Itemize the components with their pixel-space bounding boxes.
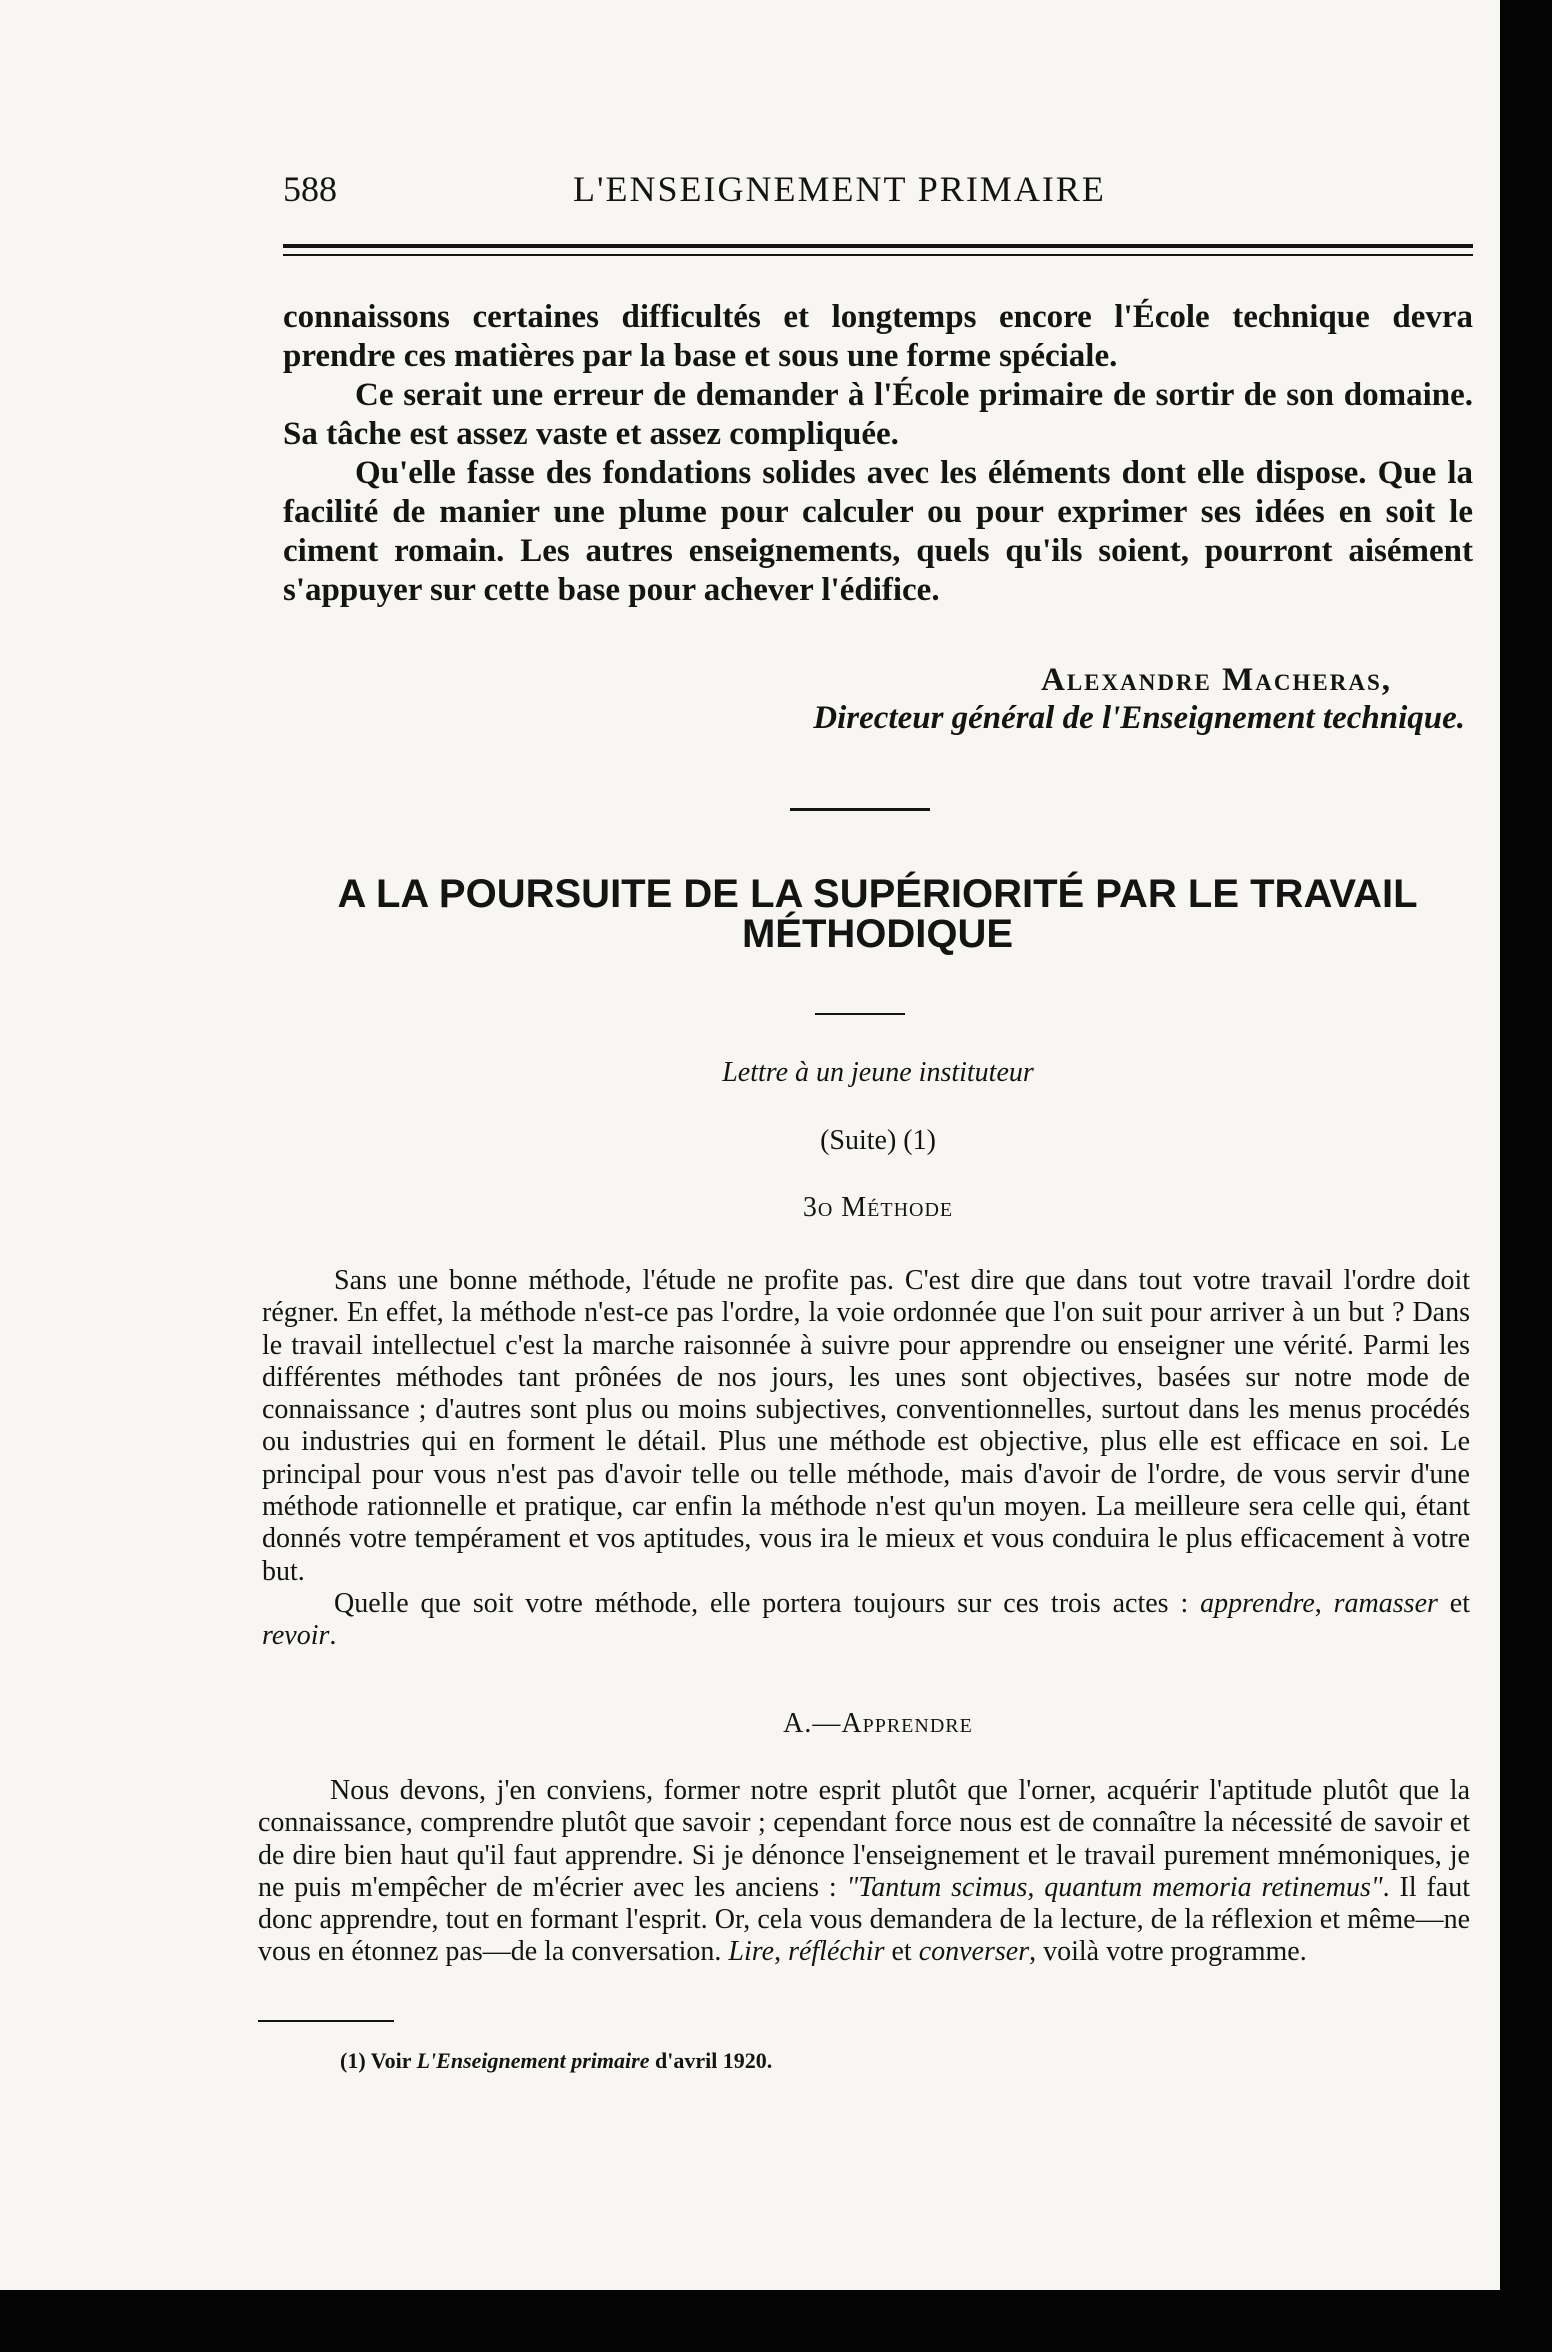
- scan-border-right: [1500, 0, 1552, 2352]
- section-heading: 3o Méthode: [802, 1192, 954, 1223]
- text-run: . Il faut donc apprendre, tout en formant l'esprit. Or, cela vous demandera de la lecture, de la réflexion et même—ne vous en étonnez pas—de la conversation.: [258, 1871, 1471, 1968]
- three-acts-paragraph: [262, 1588, 1470, 1653]
- paragraph: [258, 1775, 1470, 1969]
- continuation-note: (Suite) (1): [820, 1125, 936, 1156]
- title-divider: [815, 1013, 905, 1015]
- footnote-source: L'Enseignement primaire: [416, 2048, 650, 2073]
- text-run: ,: [774, 1936, 789, 1968]
- paragraph: Qu'elle fasse des fondations solides avec les éléments dont elle dispose. Que la facilité de manier une plume pour calculer ou pour exprimer ses idées en soit le ciment romain. Les autres enseignements, quels qu'ils soient, pourront aisément s'appuyer sur cette base pour achever l'édifice.: [283, 455, 1473, 608]
- article-subtitle: Lettre à un jeune instituteur: [722, 1057, 1034, 1088]
- text-run: et: [884, 1936, 919, 1968]
- footnote: [340, 2048, 772, 2074]
- author-title: Directeur général de l'Enseignement technique.: [813, 700, 1465, 736]
- section-divider: [790, 808, 930, 811]
- footnote-marker: (1) Voir: [340, 2048, 417, 2073]
- scan-border-bottom: [0, 2290, 1552, 2352]
- previous-article-conclusion: [283, 298, 1473, 610]
- paragraph: Sans une bonne méthode, l'étude ne profite pas. C'est dire que dans tout votre travail l'ordre doit régner. En effet, la méthode n'est-ce pas l'ordre, la voie ordonnée que l'on suit pour arriver à un but ? Dans le travail intellectuel c'est la marche raisonnée à suivre pour apprendre ou enseigner une vérité. Parmi les différentes méthodes tant prônées de nos jours, les unes sont objectives, basées sur notre mode de connaissance ; d'autres sont plus ou moins subjectives, conventionnelles, surtout dans les menus procédés ou industries qui en forment le détail. Plus une méthode est objective, plus elle est efficace en soi. Le principal pour vous n'est pas d'avoir telle ou telle méthode, mais d'avoir de l'ordre, de vous servir d'une méthode rationnelle et pratique, car enfin la méthode n'est qu'un moyen. La meilleure sera celle qui, étant donnés votre tempérament et vos aptitudes, vous ira le mieux et vous conduira le plus efficacement à votre but.: [262, 1265, 1470, 1587]
- paragraph: Ce serait une erreur de demander à l'École primaire de sortir de son domaine. Sa tâche est assez vaste et assez compliquée.: [283, 377, 1473, 452]
- apprendre-section: [258, 1775, 1470, 1969]
- article-title-line1: A LA POURSUITE DE LA SUPÉRIORITÉ PAR LE TRAVAIL: [337, 872, 1418, 916]
- subsection-heading: A.—Apprendre: [783, 1708, 973, 1739]
- page-header: [283, 168, 1473, 218]
- text-run: , voilà votre programme.: [1029, 1936, 1307, 1968]
- running-title: L'ENSEIGNEMENT PRIMAIRE: [573, 169, 1106, 209]
- methode-section: [262, 1265, 1470, 1653]
- header-rule-thick: [283, 244, 1473, 248]
- latin-quote: "Tantum scimus, quantum memoria retinemus": [846, 1871, 1383, 1903]
- text-run: ,: [1314, 1587, 1334, 1619]
- text-run: Quelle que soit votre méthode, elle portera toujours sur ces trois actes :: [334, 1587, 1201, 1619]
- header-rule-thin: [283, 254, 1473, 256]
- emphasis: revoir: [262, 1620, 330, 1652]
- text-run: et: [1437, 1587, 1470, 1619]
- paragraph: connaissons certaines difficultés et longtemps encore l'École technique devra prendre ces matières par la base et sous une forme spéciale.: [283, 299, 1473, 374]
- emphasis: réfléchir: [788, 1936, 885, 1968]
- text-run: Nous devons, j'en conviens, former notre esprit plutôt que l'orner, acquérir l'aptitude plutôt que la connaissance, comprendre plutôt que savoir ; cependant force nous est de connaître la nécessité de savoir et de dire bien haut qu'il faut apprendre. Si je dénonce l'enseignement et le travail purement mnémoniques, je ne puis m'empêcher de m'écrier avec les anciens :: [258, 1775, 1470, 1903]
- emphasis: Lire: [728, 1936, 775, 1968]
- page-number: 588: [283, 169, 337, 209]
- author-signature: Alexandre Macheras,: [1040, 662, 1392, 698]
- footnote-date: d'avril 1920.: [649, 2048, 773, 2073]
- footnote-rule: [258, 2020, 394, 2022]
- emphasis: ramasser: [1333, 1587, 1438, 1619]
- emphasis: converser: [918, 1936, 1030, 1968]
- text-run: .: [329, 1620, 337, 1652]
- article-title-line2: MÉTHODIQUE: [741, 912, 1014, 956]
- emphasis: apprendre: [1200, 1587, 1315, 1619]
- article-title: [270, 874, 1485, 954]
